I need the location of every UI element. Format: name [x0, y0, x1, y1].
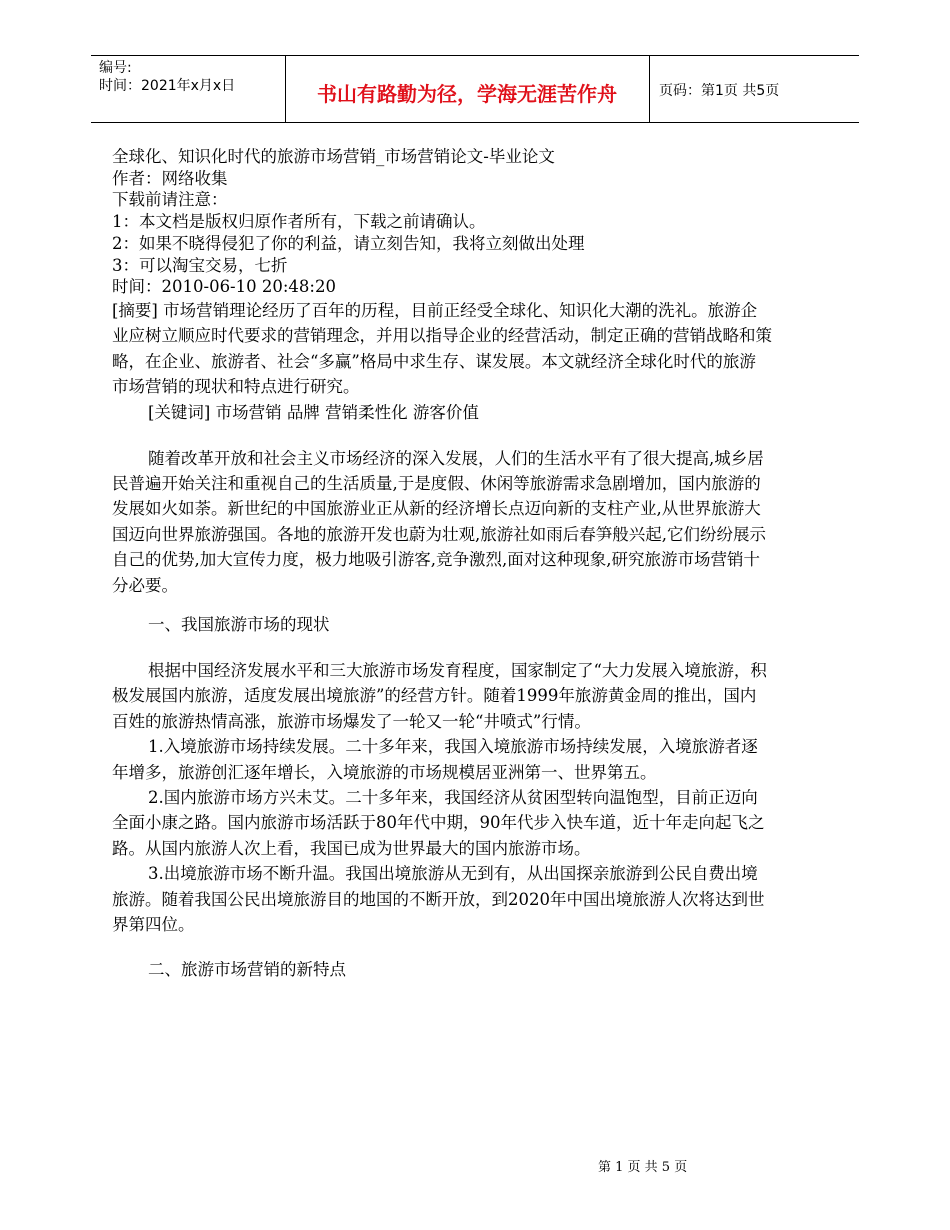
notice-title: 下载前请注意：	[112, 190, 228, 210]
page-header	[91, 55, 859, 123]
intro-paragraph: 随着改革开放和社会主义市场经济的深入发展，人们的生活水平有了很大提高,城乡居民普遍开始关注和重视自己的生活质量,于是度假、休闲等旅游需求急剧增加，国内旅游的发展如火如荼。新世纪的中国旅游业正从新的经济增长点迈向新的支柱产业,从世界旅游大国迈向世界旅游强国。各地的旅游开发也蔚为壮观,旅游社如雨后春笋般兴起,它们纷纷展示自己的优势,加大宣传力度，极力地吸引游客,竞争激烈,面对这种现象,研究旅游市场营销十分必要。	[112, 448, 766, 595]
doc-title: 全球化、知识化时代的旅游市场营销_市场营销论文-毕业论文	[112, 147, 555, 166]
section-heading: 二、旅游市场营销的新特点	[148, 960, 346, 980]
notice-item: 3：可以淘宝交易，七折	[112, 255, 288, 275]
section-paragraph: 根据中国经济发展水平和三大旅游市场发育程度，国家制定了“大力发展入境旅游，积极发展国内旅游，适度发展出境旅游”的经营方针。随着1999年旅游黄金周的推出，国内百姓的旅游热情高涨，旅游市场爆发了一轮又一轮“井喷式”行情。	[112, 660, 767, 731]
number-label: 编号:	[99, 60, 132, 76]
document-body	[112, 146, 772, 983]
list-item: 3.出境旅游市场不断升温。我国出境旅游从无到有，从出国探亲旅游到公民自费出境旅游。随着我国公民出境旅游目的地国的不断开放，到2020年中国出境旅游人次将达到世界第四位。	[112, 864, 765, 935]
page-footer: 第 1 页 共 5 页	[598, 1160, 688, 1175]
abstract: [摘要] 市场营销理论经历了百年的历程，目前正经受全球化、知识化大潮的洗礼。旅游企业应树立顺应时代要求的营销理念，并用以指导企业的经营活动，制定正确的营销战略和策略，在企业、旅游者、社会“多赢”格局中求生存、谋发展。本文就经济全球化时代的旅游市场营销的现状和特点进行研究。	[112, 300, 772, 397]
notice-item: 1：本文档是版权归原作者所有，下载之前请确认。	[112, 212, 486, 232]
header-divider	[649, 56, 650, 122]
section-heading: 一、我国旅游市场的现状	[148, 614, 330, 634]
keywords: [关键词] 市场营销 品牌 营销柔性化 游客价值	[148, 402, 479, 422]
list-item: 2.国内旅游市场方兴未艾。二十多年来，我国经济从贫困型转向温饱型，目前正迈向全面小康之路。国内旅游市场活跃于80年代中期，90年代步入快车道，近十年走向起飞之路。从国内旅游人次上看，我国已成为世界最大的国内旅游市场。	[112, 788, 765, 858]
header-page-info: 页码：第1页 共5页	[659, 83, 780, 99]
time-label: 时间：2021年x月x日	[99, 78, 236, 94]
doc-time: 时间：2010-06-10 20:48:20	[112, 277, 336, 297]
header-motto: 书山有路勤为径，学海无涯苦作舟	[317, 82, 617, 106]
author: 作者：网络收集	[112, 168, 228, 188]
list-item: 1.入境旅游市场持续发展。二十多年来，我国入境旅游市场持续发展，入境旅游者逐年增多，旅游创汇逐年增长，入境旅游的市场规模居亚洲第一、世界第五。	[112, 737, 758, 782]
header-left	[99, 59, 235, 95]
notice-item: 2：如果不晓得侵犯了你的利益，请立刻告知，我将立刻做出处理	[112, 233, 585, 253]
